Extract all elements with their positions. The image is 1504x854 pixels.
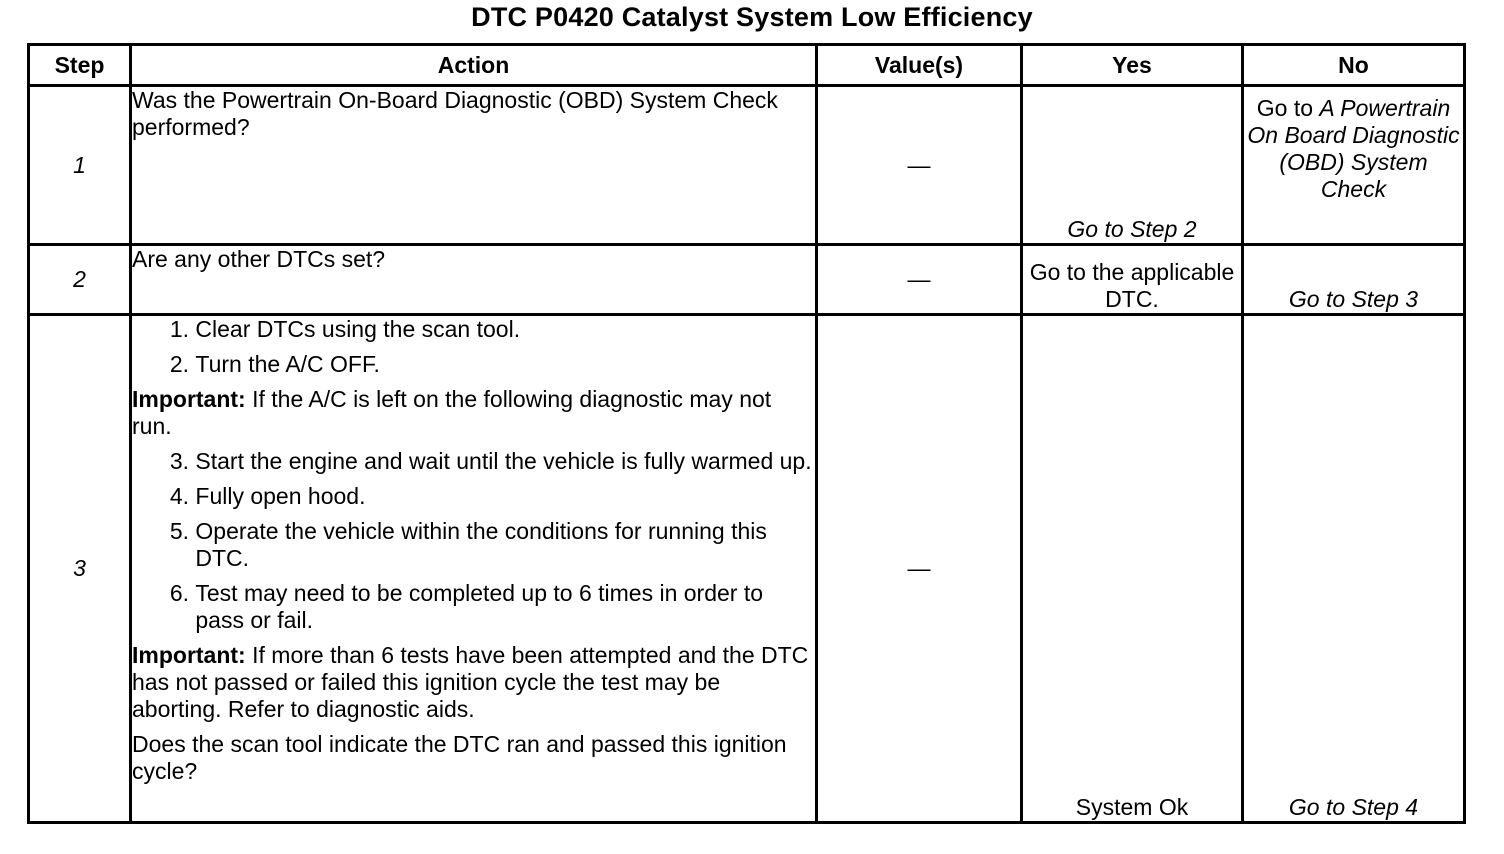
list-item: [132, 351, 815, 378]
value-cell: —: [817, 315, 1022, 823]
important-label: Important:: [132, 386, 246, 412]
yes-text-system-ok: System Ok: [1022, 315, 1243, 823]
list-item-number: 5.: [169, 518, 189, 544]
no-link-go-to-step-4[interactable]: Go to Step 4: [1243, 315, 1465, 823]
action-list-a: [132, 316, 815, 378]
important-text: If the A/C is left on the following diagnostic may not run.: [132, 386, 772, 439]
important-note: [132, 642, 815, 723]
no-cell: [1243, 86, 1465, 245]
table-row: [29, 315, 1465, 823]
important-label: Important:: [132, 642, 246, 668]
list-item-number: 6.: [169, 580, 189, 606]
column-header-no: No: [1243, 45, 1465, 86]
list-item-text: Test may need to be completed up to 6 times in order to pass or fail.: [195, 580, 764, 633]
yes-link-go-to-step-2[interactable]: Go to Step 2: [1022, 86, 1243, 245]
no-link-go-to-step-3[interactable]: Go to Step 3: [1243, 245, 1465, 315]
list-item-number: 1.: [169, 316, 189, 342]
list-item-number: 4.: [169, 483, 189, 509]
page-title: DTC P0420 Catalyst System Low Efficiency: [471, 2, 1033, 32]
list-item: [132, 580, 815, 634]
list-item-text: Operate the vehicle within the conditions for running this DTC.: [195, 518, 767, 571]
table-header-row: [29, 45, 1465, 86]
column-header-action: Action: [131, 45, 817, 86]
action-text: Are any other DTCs set?: [131, 245, 817, 315]
important-note: [132, 386, 815, 440]
step-number: 2: [29, 245, 131, 315]
yes-text-applicable-dtc: Go to the applicable DTC.: [1022, 245, 1243, 315]
step-number: 3: [29, 315, 131, 823]
list-item: [132, 448, 815, 475]
value-cell: —: [817, 86, 1022, 245]
important-text: If more than 6 tests have been attempted and the DTC has not passed or failed this ignition cycle the test may be aborting. Refer to diagnostic aids.: [132, 642, 809, 722]
column-header-yes: Yes: [1022, 45, 1243, 86]
no-link-obd-system-check[interactable]: A Powertrain On Board Diagnostic (OBD) System Check: [1247, 95, 1460, 202]
column-header-values: Value(s): [817, 45, 1022, 86]
action-question: Does the scan tool indicate the DTC ran and passed this ignition cycle?: [132, 731, 787, 784]
list-item-number: 3.: [169, 448, 189, 474]
action-text: Was the Powertrain On-Board Diagnostic (OBD) System Check performed?: [131, 86, 817, 245]
list-item-text: Turn the A/C OFF.: [195, 351, 380, 377]
list-item: [132, 483, 815, 510]
table-row: [29, 245, 1465, 315]
action-cell: [131, 315, 817, 823]
list-item-number: 2.: [169, 351, 189, 377]
list-item: [132, 518, 815, 572]
value-cell: —: [817, 245, 1022, 315]
table-row: [29, 86, 1465, 245]
list-item-text: Start the engine and wait until the vehicle is fully warmed up.: [195, 448, 812, 474]
list-item-text: Fully open hood.: [195, 483, 366, 509]
diagnostic-table: [27, 43, 1466, 824]
no-prefix-text: Go to: [1256, 95, 1314, 121]
step-number: 1: [29, 86, 131, 245]
column-header-step: Step: [29, 45, 131, 86]
list-item-text: Clear DTCs using the scan tool.: [195, 316, 521, 342]
action-list-b: [132, 448, 815, 634]
list-item: [132, 316, 815, 343]
